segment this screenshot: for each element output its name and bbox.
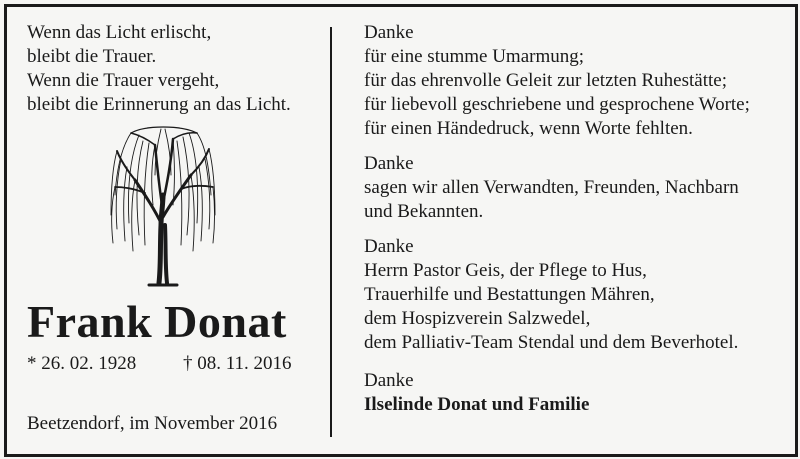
left-column: [27, 21, 317, 117]
signature: Ilselinde Donat und Familie: [364, 394, 590, 415]
memorial-verse: [27, 21, 317, 117]
column-divider: [330, 27, 332, 437]
thanks-line: und Bekannten.: [364, 201, 484, 222]
weeping-tree-icon: [105, 125, 221, 287]
thanks-column: [364, 21, 784, 428]
verse-line: bleibt die Trauer.: [27, 46, 157, 67]
thanks-line: für einen Händedruck, wenn Worte fehlten.: [364, 118, 693, 139]
thanks-heading: Danke: [364, 22, 414, 43]
verse-line: Wenn das Licht erlischt,: [27, 22, 212, 43]
thanks-line: Trauerhilfe und Bestattungen Mähren,: [364, 284, 655, 305]
deceased-name: Frank Donat: [27, 296, 287, 347]
thanks-line: für liebevoll geschriebene und gesprochene Worte;: [364, 94, 750, 115]
birth-date: * 26. 02. 1928: [27, 353, 137, 374]
thanks-line: dem Hospizverein Salzwedel,: [364, 308, 591, 329]
thanks-block: [364, 21, 784, 141]
death-date: † 08. 11. 2016: [183, 353, 292, 374]
closing-heading: Danke: [364, 370, 414, 391]
thanks-line: dem Palliativ-Team Stendal und dem Beverhotel.: [364, 332, 739, 353]
thanks-line: für das ehrenvolle Geleit zur letzten Ruhestätte;: [364, 70, 727, 91]
thanks-line: Herrn Pastor Geis, der Pflege to Hus,: [364, 260, 647, 281]
thanks-block: [364, 235, 784, 355]
place-and-date: Beetzendorf, im November 2016: [27, 413, 278, 434]
thanks-heading: Danke: [364, 236, 414, 257]
obituary-card: [4, 4, 798, 457]
thanks-heading: Danke: [364, 153, 414, 174]
closing-block: [364, 369, 784, 417]
verse-line: bleibt die Erinnerung an das Licht.: [27, 94, 291, 115]
verse-line: Wenn die Trauer vergeht,: [27, 70, 220, 91]
thanks-line: sagen wir allen Verwandten, Freunden, Nachbarn: [364, 177, 739, 198]
thanks-line: für eine stumme Umarmung;: [364, 46, 585, 67]
thanks-block: [364, 152, 784, 224]
